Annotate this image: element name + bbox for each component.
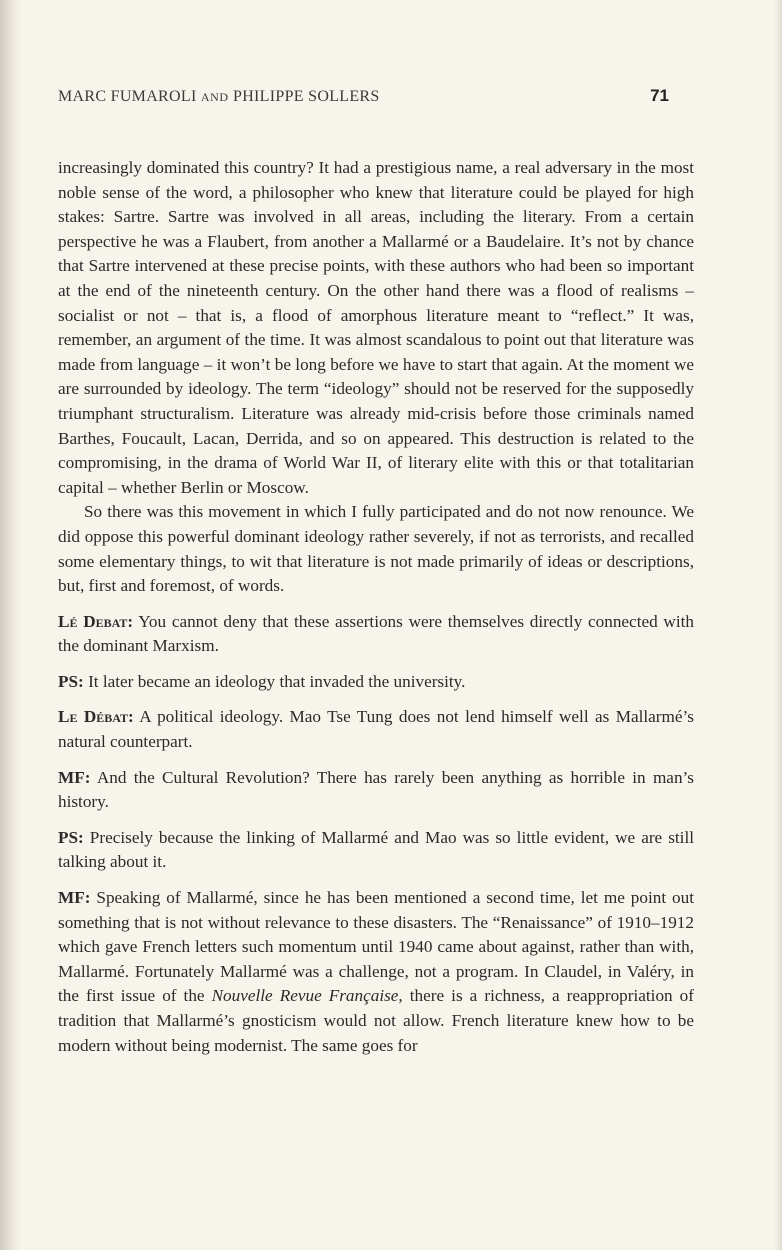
running-head-authors-1: MARC FUMAROLI [58,88,201,105]
running-head-authors-2: PHILIPPE SOLLERS [228,88,380,105]
dialogue-text: there is a richness, a reappropriation of tradition that Mallarmé’s gnosticism would not allow. French literature knew how to be modern without being modernist. The same goes for [58,986,694,1055]
dialogue-turn [58,670,694,695]
dialogue-turn [58,766,694,815]
speaker-label: Le Débat: [58,707,134,727]
speaker-label: Lé Debat: [58,611,134,631]
dialogue-turn [58,610,694,659]
speaker-label: MF: [58,767,91,787]
journal-title: Nouvelle Revue Française, [211,986,403,1006]
dialogue-turn [58,886,694,1058]
dialogue-turn [58,705,694,754]
speaker-label: PS: [58,671,84,691]
paragraph: increasingly dominated this country? It had a prestigious name, a real adversary in the most noble sense of the word, a philosopher who knew that literature could be played for high stakes: Sartre. Sartre was involved in all areas, including the literary. From a certain perspective he was a Flaubert, from another a Mallarmé or a Baudelaire. It’s not by chance that Sartre intervened at these precise points, with these authors who had been so important at the end of the nineteenth century. On the other hand there was a flood of realisms – socialist or not – that is, a flood of amorphous literature meant to “reflect.” It was, remember, an argument of the time. It was almost scandalous to point out that literature was made from language – it won’t be long before we have to start that again. At the moment we are surrounded by ideology. The term “ideology” should not be reserved for the supposedly triumphant structuralism. Literature was already mid-crisis before those criminals named Barthes, Foucault, Lacan, Derrida, and so on appeared. This destruction is related to the compromising, in the drama of World War II, of literary elite with this or that totalitarian capital – whether Berlin or Moscow. [58,158,694,497]
page-number: 71 [650,86,669,105]
dialogue-text: It later became an ideology that invaded the university. [83,671,466,691]
running-head-and: AND [200,90,229,104]
dialogue-text: And the Cultural Revolution? There has rarely been anything as horrible in man’s history. [58,767,694,812]
paragraph: So there was this movement in which I fully participated and do not now renounce. We did oppose this powerful dominant ideology rather severely, if not as terrorists, and recalled some elementary things, to wit that literature is not made primarily of ideas or descriptions, but, first and foremost, of words. [58,502,694,596]
speaker-label: MF: [58,888,91,908]
dialogue-text: Precisely because the linking of Mallarmé and Mao was so little evident, we are still talking about it. [58,827,694,872]
page-gutter-shadow [0,0,22,1250]
speaker-label: PS: [58,827,84,847]
body-text [58,156,694,1058]
dialogue-turn [58,826,694,875]
dialogue-text: You cannot deny that these assertions were themselves directly connected with the dominant Marxism. [58,611,694,656]
dialogue-text: A political ideology. Mao Tse Tung does not lend himself well as Mallarmé’s natural counterpart. [58,707,694,752]
dialogue-text: Speaking of Mallarmé, since he has been mentioned a second time, let me point out something that is not without relevance to these disasters. The “Renaissance” of 1910–1912 which gave French letters such momentum until 1940 came about against, rather than with, Mallarmé. Fortunately Mallarmé was a challenge, not a program. In Claudel, in Valéry, in the first issue of the [58,888,694,1006]
page-edge-shadow [774,0,782,1250]
running-head [58,88,668,106]
